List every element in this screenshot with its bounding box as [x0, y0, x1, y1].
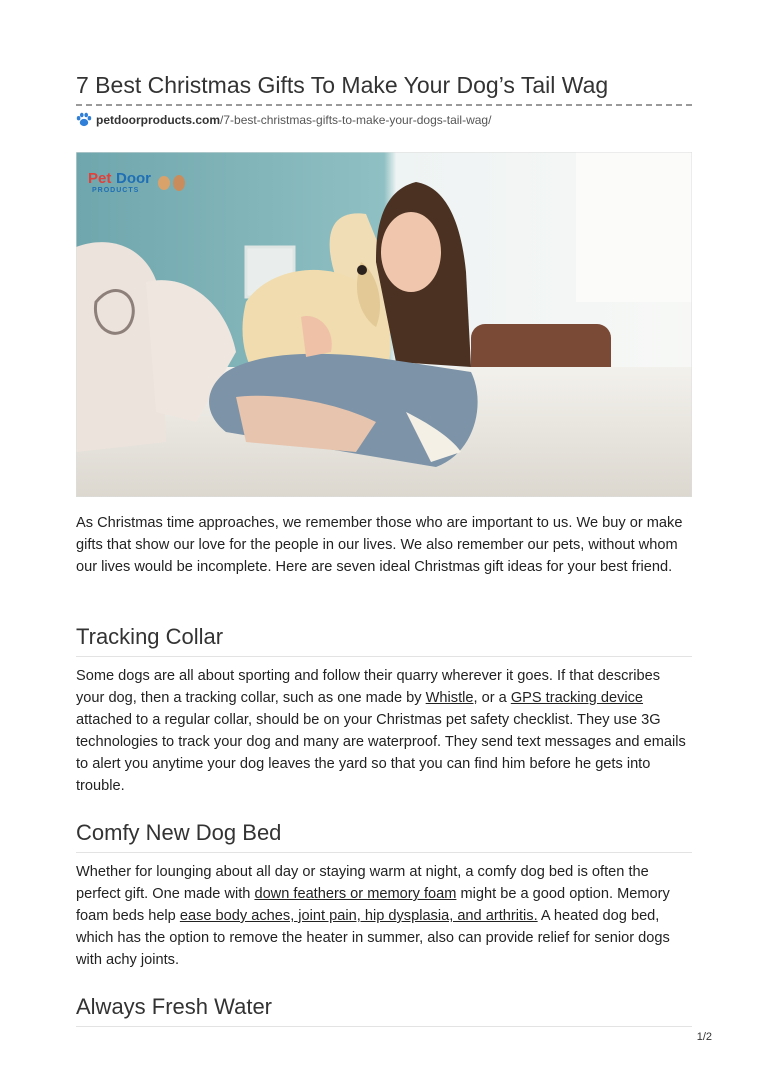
- text-run: Some dogs are all about sporting and follow their quarry wherever it goes. If that describes your dog, then a tracking collar, such as one made by: [76, 668, 661, 706]
- text-run: might be a good option. Memory foam beds help: [76, 886, 670, 924]
- logo-text-pet: Pet: [88, 170, 112, 187]
- intro-paragraph: As Christmas time approaches, we remember those who are important to us. We buy or make gifts that show our love for the people in our lives. We also remember our pets, without whom our lives would be incomplete. Here are seven ideal Christmas gift ideas for your best friend.: [76, 515, 683, 575]
- woman-kissing-dog-photo: [76, 152, 692, 497]
- text-run: attached to a regular collar, should be on your Christmas pet safety checklist. They use 3G technologies to track your dog and many are waterproof. They send text messages and emails to alert you anytime your dog leaves the yard so that you can find him before he gets into trouble.: [76, 712, 686, 794]
- paw-icon: [76, 112, 92, 127]
- title-divider: [76, 104, 692, 106]
- ease-body-aches-link[interactable]: ease body aches, joint pain, hip dysplasia, and arthritis.: [179, 908, 538, 924]
- down-feathers-memory-foam-link[interactable]: down feathers or memory foam: [254, 886, 457, 902]
- logo-text-door: Door: [116, 170, 151, 187]
- source-path[interactable]: /7-best-christmas-gifts-to-make-your-dogs-tail-wag/: [220, 112, 492, 127]
- whistle-link[interactable]: Whistle: [425, 690, 474, 706]
- source-url[interactable]: [76, 112, 491, 127]
- section-heading-comfy-dog-bed: Comfy New Dog Bed: [76, 820, 692, 853]
- text-run: , or a: [473, 690, 511, 706]
- gps-tracking-device-link[interactable]: GPS tracking device: [510, 690, 644, 706]
- section-heading-tracking-collar: Tracking Collar: [76, 624, 692, 657]
- article-title: 7 Best Christmas Gifts To Make Your Dog’s Tail Wag: [76, 72, 609, 98]
- section-heading-always-fresh-water: Always Fresh Water: [76, 994, 692, 1027]
- page-number: 1/2: [696, 1031, 712, 1043]
- comfy-dog-bed-paragraph: [76, 861, 692, 971]
- text-run: Whether for lounging about all day or staying warm at night, a comfy dog bed is often the perfect gift. One made with: [76, 864, 649, 902]
- hero-image: [76, 152, 692, 497]
- source-domain[interactable]: petdoorproducts.com: [96, 112, 221, 127]
- text-run: A heated dog bed, which has the option to remove the heater in summer, also can provide relief for senior dogs with achy joints.: [76, 908, 670, 968]
- tracking-collar-paragraph: [76, 665, 692, 797]
- logo-text-products: PRODUCTS: [92, 187, 140, 194]
